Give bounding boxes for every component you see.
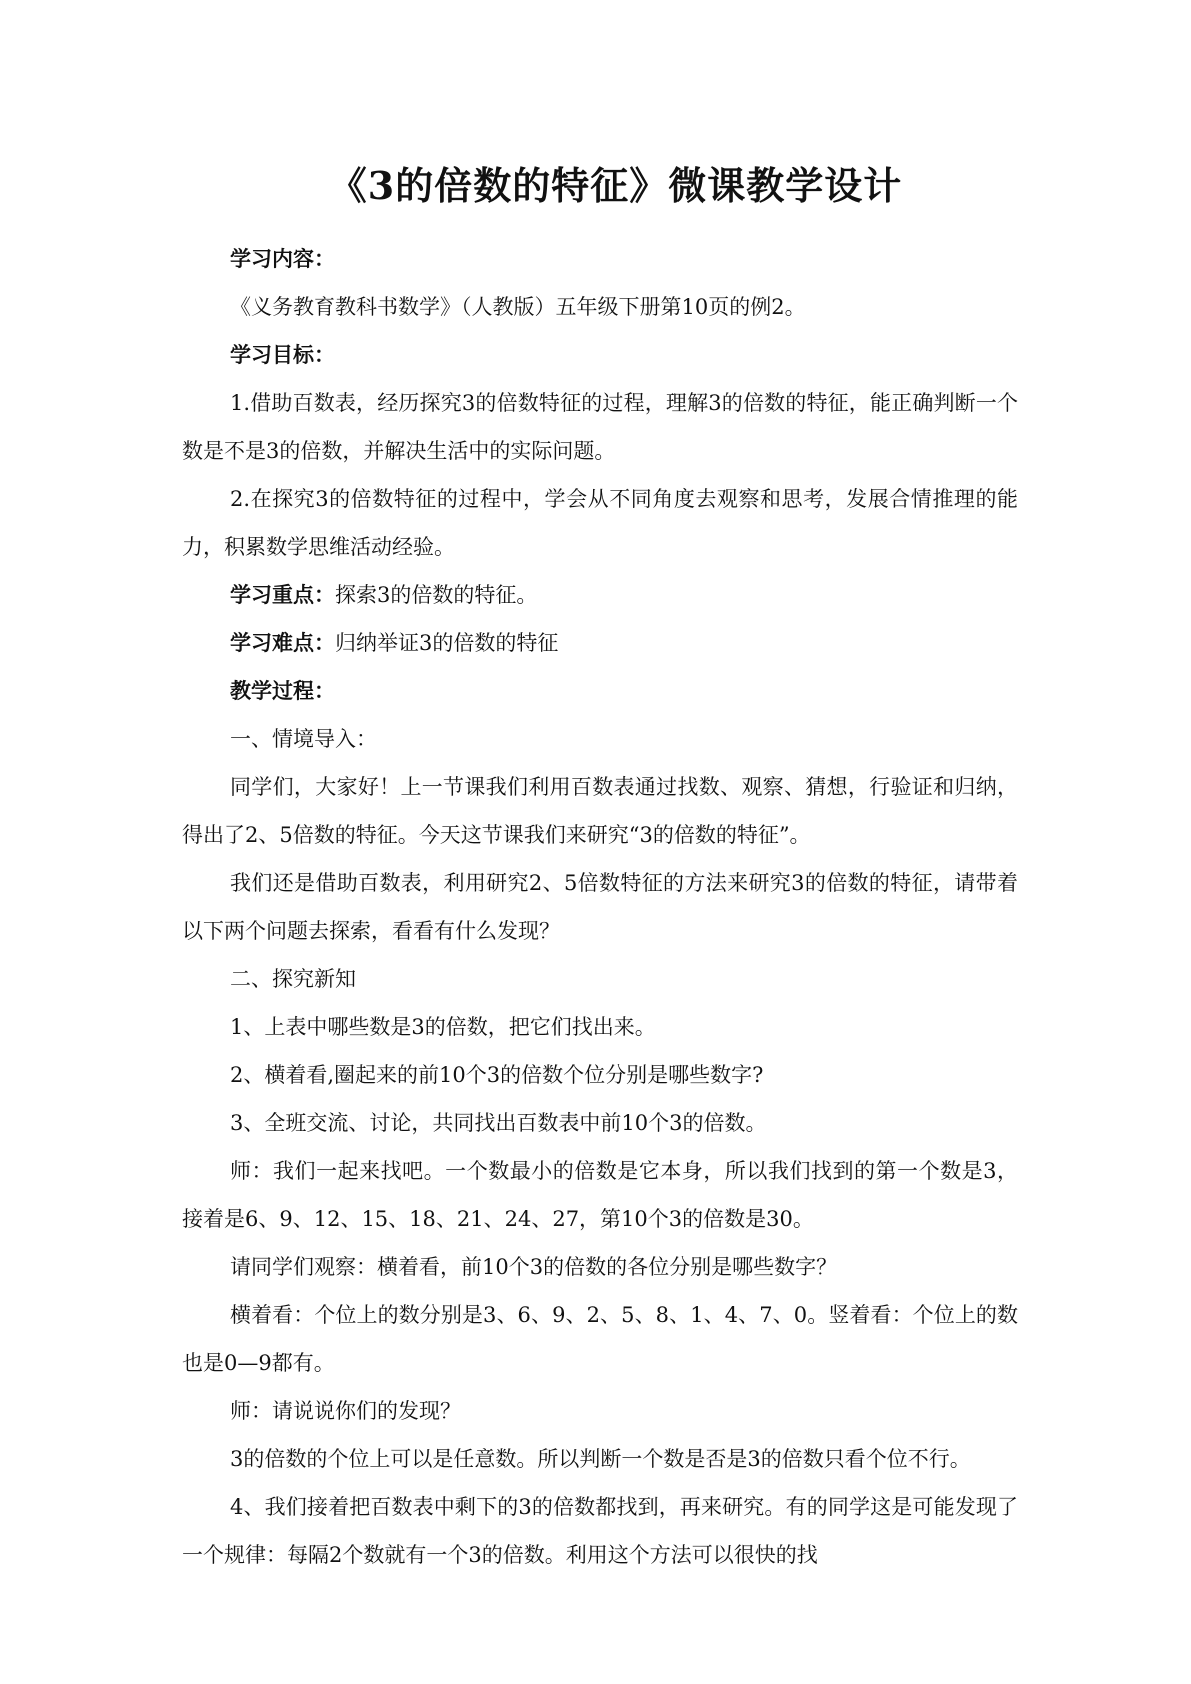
key-point-text: 探索3的倍数的特征。 [335, 583, 538, 607]
item-3: 3、全班交流、讨论，共同找出百数表中前10个3的倍数。 [230, 1111, 767, 1135]
section-2-heading: 二、探究新知 [230, 967, 356, 991]
intro-paragraph-1: 同学们，大家好！上一节课我们利用百数表通过找数、观察、猜想，行验证和归纳，得出了2、5倍数的特征。今天这节课我们来研究“3的倍数的特征”。 [182, 775, 1018, 847]
goal-2: 2.在探究3的倍数特征的过程中，学会从不同角度去观察和思考，发展合情推理的能力，积累数学思维活动经验。 [182, 487, 1018, 559]
intro-paragraph-2: 我们还是借助百数表，利用研究2、5倍数特征的方法来研究3的倍数的特征，请带着以下两个问题去探索，看看有什么发现？ [182, 871, 1018, 943]
goal-1: 1.借助百数表，经历探究3的倍数特征的过程，理解3的倍数的特征，能正确判断一个数是不是3的倍数，并解决生活中的实际问题。 [182, 391, 1018, 463]
difficulty-label: 学习难点： [230, 630, 335, 655]
difficulty-text: 归纳举证3的倍数的特征 [335, 631, 559, 655]
teacher-paragraph-1: 师：我们一起来找吧。一个数最小的倍数是它本身，所以我们找到的第一个数是3，接着是6、9、12、15、18、21、24、27，第10个3的倍数是30。 [182, 1159, 1018, 1231]
learning-content-text: 《义务教育教科书数学》（人教版）五年级下册第10页的例2。 [230, 295, 806, 319]
section-1-heading: 一、情境导入： [230, 727, 377, 751]
observe-paragraph: 请同学们观察：横着看，前10个3的倍数的各位分别是哪些数字？ [230, 1255, 838, 1279]
answer-paragraph: 横着看：个位上的数分别是3、6、9、2、5、8、1、4、7、0。竖着看：个位上的数也是0—9都有。 [182, 1303, 1018, 1375]
difficulty-line [182, 619, 1018, 667]
process-heading: 教学过程： [230, 678, 335, 703]
learning-goals-heading: 学习目标： [230, 342, 335, 367]
item-4: 4、我们接着把百数表中剩下的3的倍数都找到，再来研究。有的同学这是可能发现了一个规律：每隔2个数就有一个3的倍数。利用这个方法可以很快的找 [182, 1495, 1018, 1567]
key-point-label: 学习重点： [230, 582, 335, 607]
key-point-line [182, 571, 1018, 619]
learning-content-heading: 学习内容： [230, 246, 335, 271]
teacher-paragraph-2: 师：请说说你们的发现？ [230, 1399, 461, 1423]
item-2: 2、横着看,圈起来的前10个3的倍数个位分别是哪些数字? [230, 1063, 764, 1087]
finding-paragraph: 3的倍数的个位上可以是任意数。所以判断一个数是否是3的倍数只看个位不行。 [230, 1447, 971, 1471]
document-body [182, 235, 1018, 1579]
document-title: 《3的倍数的特征》微课教学设计 [328, 163, 903, 208]
item-1: 1、上表中哪些数是3的倍数，把它们找出来。 [230, 1015, 656, 1039]
